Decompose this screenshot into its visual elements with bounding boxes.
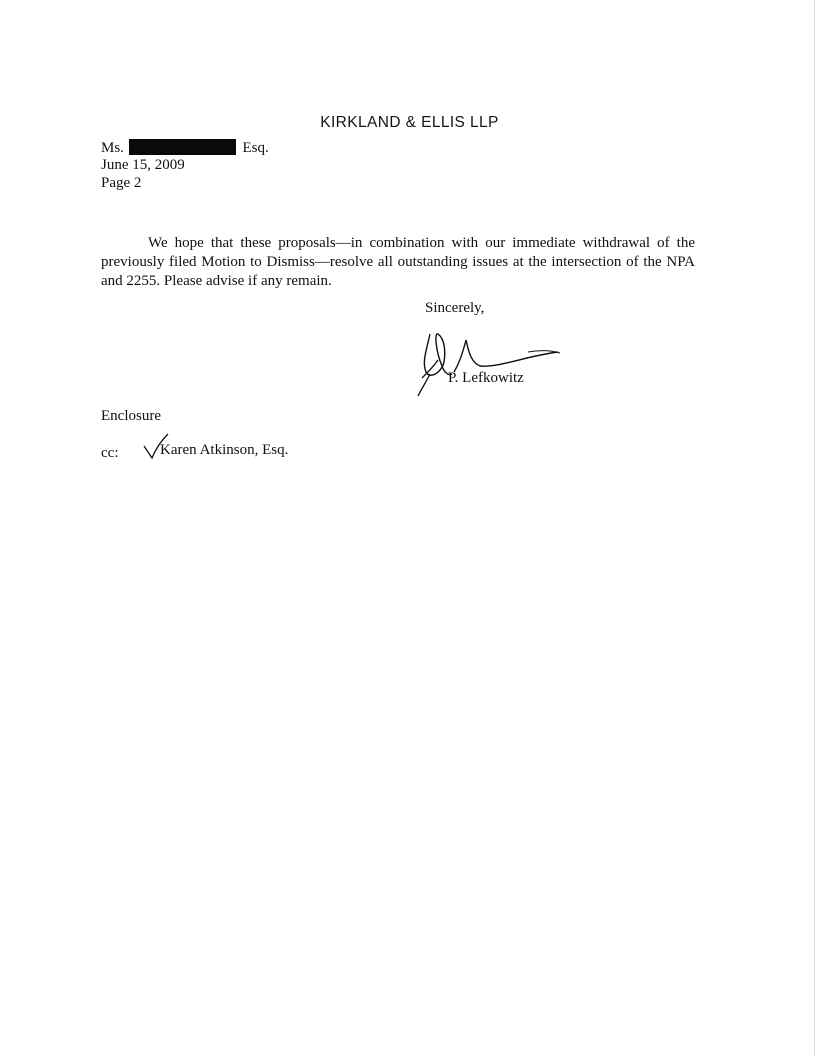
recipient-line — [101, 139, 269, 157]
letterhead — [0, 114, 817, 132]
redaction-bar — [129, 139, 236, 155]
signature-icon — [408, 322, 568, 402]
letter-date: June 15, 2009 — [101, 157, 185, 173]
recipient-suffix: Esq. — [242, 140, 269, 156]
valediction: Sincerely, — [425, 300, 485, 316]
signer-name: P. Lefkowitz — [448, 370, 524, 386]
body-paragraph: We hope that these proposals—in combination with our immediate withdrawal of the previously filed Motion to Dismiss—resolve all outstanding issues at the intersection of the NPA and 2255. Please advise if any remain. — [101, 235, 695, 289]
firm-name: KIRKLAND & ELLIS LLP — [320, 114, 499, 131]
body-text — [101, 234, 695, 291]
enclosure-note: Enclosure — [101, 408, 161, 424]
cc-label: cc: — [101, 445, 119, 461]
page-edge — [814, 0, 815, 1056]
cc-recipient: Karen Atkinson, Esq. — [160, 442, 289, 458]
recipient-prefix: Ms. — [101, 140, 124, 156]
page-number: Page 2 — [101, 175, 142, 191]
